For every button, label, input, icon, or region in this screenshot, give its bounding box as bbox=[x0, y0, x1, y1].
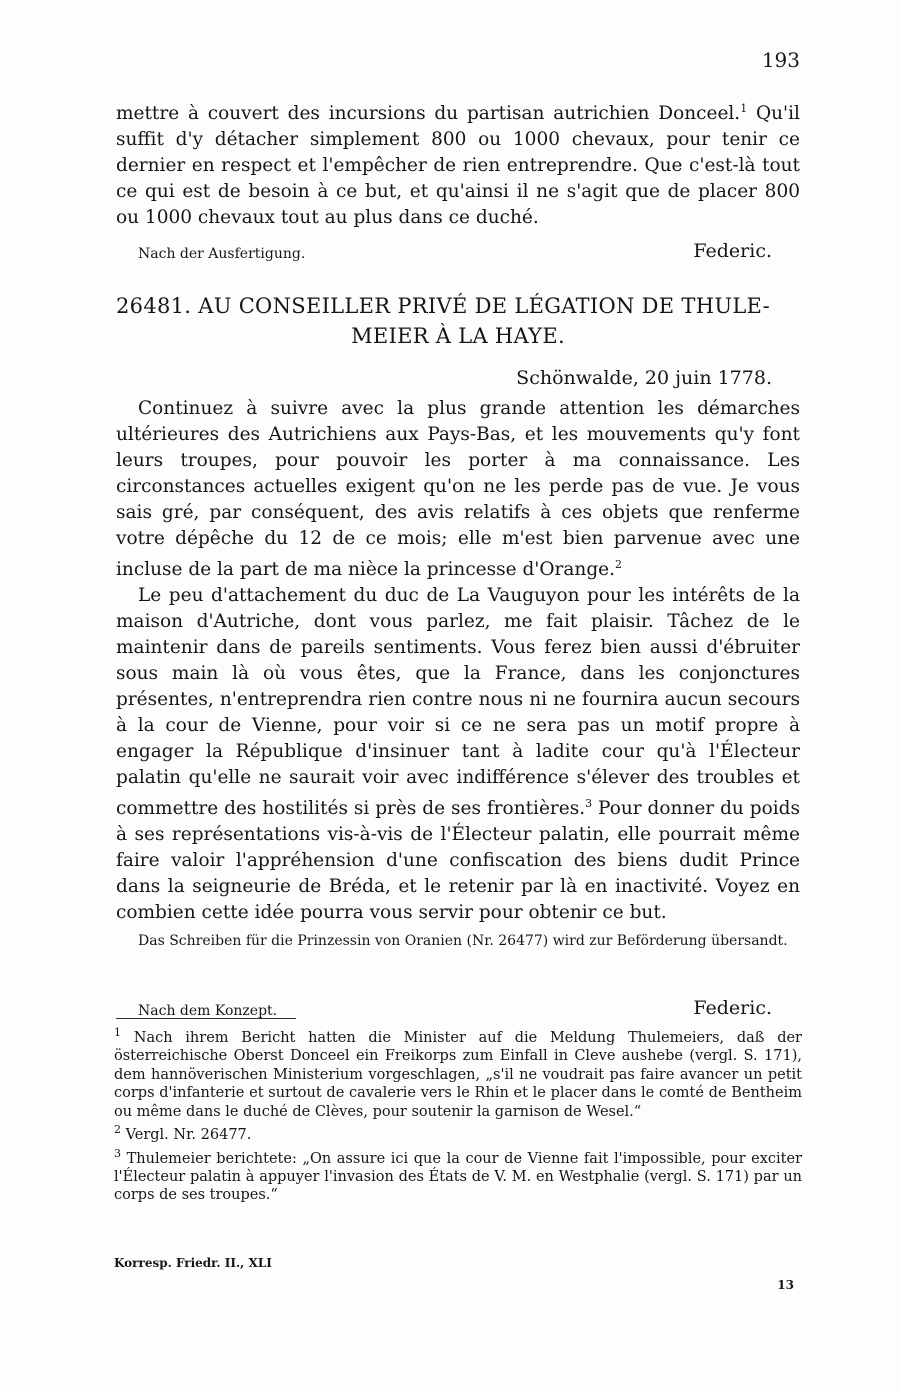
heading-line-1: 26481. AU CONSEILLER PRIVÉ DE LÉGATION DE THULE- bbox=[116, 294, 770, 318]
body-paragraph-2 bbox=[116, 583, 800, 926]
footnote-ref-3: 3 bbox=[585, 797, 593, 811]
footnote-ref-1: 1 bbox=[740, 102, 748, 115]
intro-paragraph bbox=[116, 96, 800, 231]
footnote-1-text: Nach ihrem Bericht hatten die Minister auf die Meldung Thulemeiers, daß der österreichische Oberst Donceel ein Freikorps zum Einfall in Cleve aushebe (vergl. S. 171), dem hannöverischen Ministerium vorgeschlagen, „s'il ne voudrait pas faire avancer un petit corps d'infanterie et surtout de cavalerie vers le Rhin et le placer dans le comté de Bentheim ou même dans le duché de Clèves, pour soutenir la garnison de Wesel.“ bbox=[114, 1029, 802, 1120]
footnote-1 bbox=[114, 1024, 802, 1121]
footnote-1-number: 1 bbox=[114, 1026, 121, 1039]
footnote-ref-2: 2 bbox=[615, 558, 622, 571]
signature-1: Federic. bbox=[693, 240, 772, 262]
heading-line-2: MEIER À LA HAYE. bbox=[351, 324, 565, 348]
intro-text-cont: Qu'il suffit d'y détacher simplement 800 ou 1000 chevaux, pour tenir ce dernier en respect et l'empêcher de rien entreprendre. Que c'est-là tout ce qui est de besoin à ce but, et qu'ainsi il ne s'agit que de placer 800 ou 1000 chevaux tout au plus dans ce duché. bbox=[116, 103, 800, 229]
footnote-3-text: Thulemeier berichtete: „On assure ici que la cour de Vienne fait l'impossible, pour exciter l'Électeur palatin à appuyer l'invasion des États de V. M. en Westphalie (vergl. S. 171) par un corps de ses troupes.“ bbox=[114, 1150, 803, 1204]
para2-text: Le peu d'attachement du duc de La Vauguyon pour les intérêts de la maison d'Autriche, dont vous parlez, me fait plaisir. Tâchez de le maintenir dans de pareils sentiments. Vous ferez bien aussi d'ébruiter sous main là où vous êtes, que la France, dans les conjonctures présentes, n'entreprendra rien contre nous ni ne fournira aucun secours à la cour de Vienne, pour voir si ce ne sera pas un motif propre à engager la République d'insinuer tant à ladite cour qu'à l'Électeur palatin qu'elle ne saurait voir avec indifférence s'élever des troubles et commettre des hostilités si près de ses frontières. bbox=[116, 585, 800, 820]
signature-2: Federic. bbox=[693, 997, 772, 1019]
para1-text: Continuez à suivre avec la plus grande attention les démarches ultérieures des Autrichiens aux Pays-Bas, et les mouvements qu'y font leurs troupes, pour pouvoir les porter à ma connaissance. Les circonstances actuelles exigent qu'on ne les perde pas de vue. Je vous sais gré, par conséquent, des avis relatifs à ces objets que renferme votre dépêche du 12 de ce mois; elle m'est bien parvenue avec une incluse de la part de ma nièce la princesse d'Orange. bbox=[116, 398, 800, 581]
footnote-2-number: 2 bbox=[114, 1123, 121, 1137]
page-number: 193 bbox=[761, 48, 800, 72]
para2-text-cont: Pour donner du poids à ses représentations vis-à-vis de l'Électeur palatin, elle pourrait même faire valoir l'appréhension d'une confiscation des biens dudit Prince dans la seigneurie de Bréda, et le retenir par là en inactivité. Voyez en combien cette idée pourra vous servir pour obtenir ce but. bbox=[116, 798, 800, 924]
body-paragraph-1 bbox=[116, 396, 800, 583]
footnote-2-text: Vergl. Nr. 26477. bbox=[125, 1127, 252, 1144]
footnote-3-number: 3 bbox=[114, 1146, 121, 1160]
source-note-2: Nach dem Konzept. bbox=[138, 1003, 278, 1019]
letter-heading bbox=[116, 291, 800, 351]
intro-text: mettre à couvert des incursions du partisan autrichien Donceel. bbox=[116, 103, 741, 125]
sheet-number: 13 bbox=[777, 1278, 794, 1292]
footnote-3 bbox=[114, 1145, 802, 1205]
footnotes bbox=[114, 1024, 802, 1205]
signature-mark: Korresp. Friedr. II., XLI bbox=[114, 1256, 272, 1270]
footnote-2 bbox=[114, 1121, 802, 1144]
source-note-1: Nach der Ausfertigung. bbox=[138, 246, 306, 262]
transmission-note: Das Schreiben für die Prinzessin von Oranien (Nr. 26477) wird zur Beförderung übersandt. bbox=[138, 933, 788, 950]
place-date: Schönwalde, 20 juin 1778. bbox=[516, 367, 772, 389]
footnote-divider bbox=[116, 1018, 296, 1019]
letter-body bbox=[116, 396, 800, 951]
